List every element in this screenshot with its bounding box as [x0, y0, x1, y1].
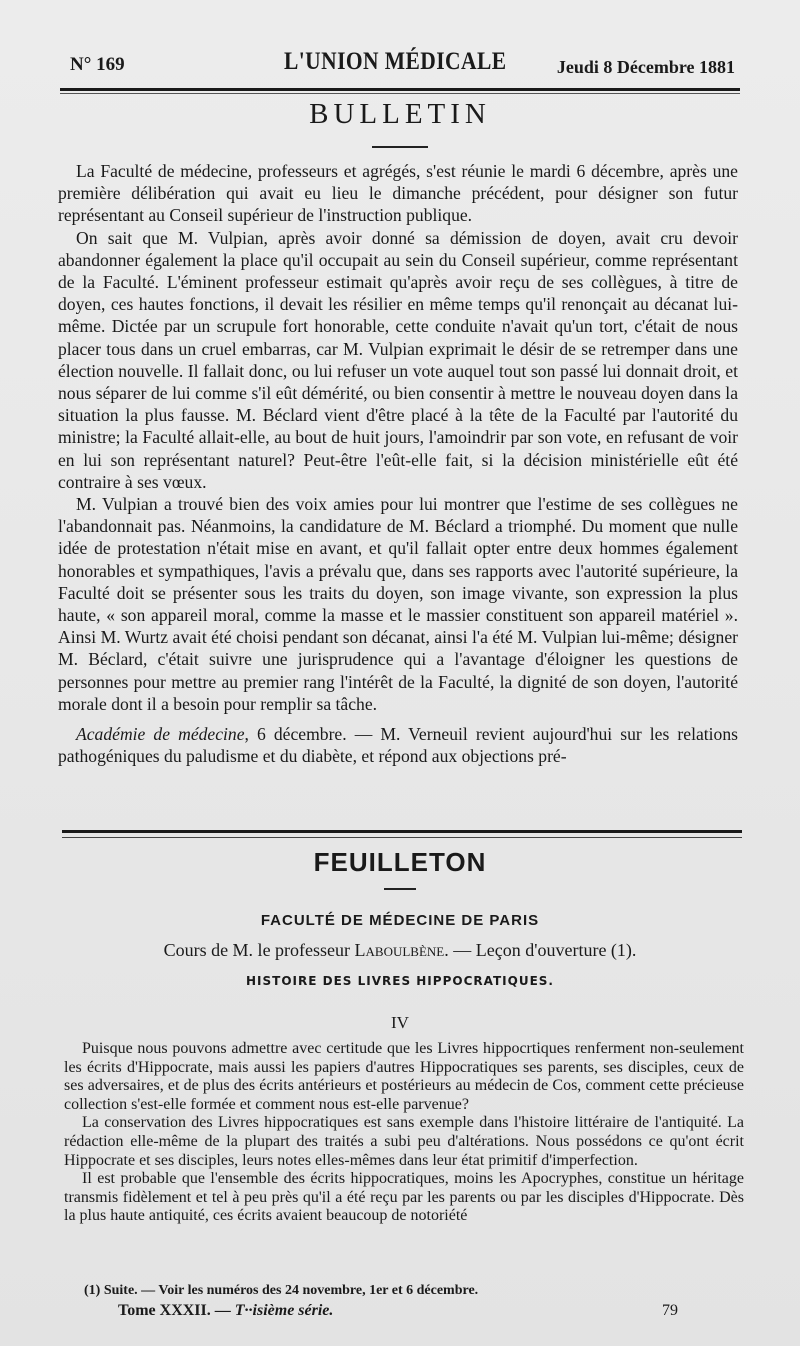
header-rule-thin: [60, 93, 740, 94]
feuilleton-paragraph: Il est probable que l'ensemble des écrits hippocratiques, moins les Apocryphes, constitue un héritage transmis fidèlement et tel à peu près qu'il a été reçu par les parents ou par les disciples d'Hippocrate. Dès la plus haute antiquité, ces écrits avaient beaucoup de notoriété: [64, 1170, 744, 1225]
cours-prefix: Cours de M. le professeur: [163, 940, 355, 960]
feuilleton-rule: [62, 830, 742, 833]
bulletin-paragraph: On sait que M. Vulpian, après avoir donné sa démission de doyen, avait cru devoir abandonner également la place qu'il occupait au sein du Conseil supérieur, comme représentant de la Faculté. L'éminent professeur estimait qu'après avoir reçu de ses collègues, à titre de doyen, ces hautes fonctions, il devait les résilier en même temps qu'il renonçait au décanat lui-même. Dictée par un scrupule fort honorable, cette conduite n'avait qu'un tort, c'était de nous placer tous dans un cruel embarras, car M. Vulpian exprimait le désir de se retremper dans une élection nouvelle. Il fallait donc, ou lui refuser un vote auquel tout son passé lui donnait droit, et nous séparer de lui comme s'il eût démérité, ou bien consentir à mettre le nouveau doyen dans la situation la plus fausse. M. Béclard vient d'être placé à la tête de la Faculté par l'autorité du ministre; la Faculté allait-elle, au bout de huit jours, l'amoindrir par son vote, en refusant de voir en lui son représentant naturel? Peut-être l'eût-elle fait, si la décision ministérielle eût été contraire à ses vœux.: [58, 227, 738, 492]
section-number: IV: [391, 1013, 409, 1032]
academie-paragraph: [58, 723, 738, 767]
bulletin-heading: BULLETIN: [309, 98, 491, 130]
bulletin-divider: [372, 146, 428, 148]
page-number: 79: [662, 1302, 678, 1319]
histoire-heading: HISTOIRE DES LIVRES HIPPOCRATIQUES.: [246, 974, 554, 988]
masthead: [70, 48, 735, 80]
bulletin-body: [58, 160, 738, 767]
academie-title: Académie de médecine: [76, 724, 245, 745]
feuilleton-paragraph: Puisque nous pouvons admettre avec certitude que les Livres hippocrtiques renferment non-seulement les écrits d'Hippocrate, mais aussi les papiers d'autres Hippocratiques ses parents, ses disciples, ceux de ses adversaires, et de plus des écrits antérieurs et postérieurs au médecin de Cos, comment cette précieuse collection s'est-elle formée et comment nous est-elle parvenue?: [64, 1040, 744, 1113]
footer-volume: [118, 1302, 333, 1320]
faculte-heading: FACULTÉ DE MÉDECINE DE PARIS: [260, 912, 540, 929]
feuilleton-body: [64, 1040, 744, 1226]
academie-text: , 6 décembre. — M. Verneuil revient aujourd'hui sur les relations pathogéniques du paludisme et du diabète, et répond aux objections pré-: [58, 724, 738, 767]
serie-label: T··isième série.: [234, 1302, 334, 1319]
feuilleton-heading: FEUILLETON: [313, 847, 487, 877]
issue-date: Jeudi 8 Décembre 1881: [556, 57, 735, 77]
header-rule: [60, 88, 740, 91]
cours-line: [0, 940, 800, 961]
bulletin-paragraph: La Faculté de médecine, professeurs et agrégés, s'est réunie le mardi 6 décembre, après une première délibération qui avait eu lieu le dimanche précédent, pour désigner son futur représentant au Conseil supérieur de l'instruction publique.: [58, 161, 738, 226]
tome-label: Tome XXXII. —: [118, 1302, 235, 1319]
feuilleton-rule-thin: [62, 837, 742, 838]
cours-suffix: . — Leçon d'ouverture (1).: [444, 940, 637, 960]
bulletin-paragraph: M. Vulpian a trouvé bien des voix amies pour lui montrer que l'estime de ses collègues ne l'abandonnait pas. Néanmoins, la candidature de M. Béclard a triomphé. Du moment que nulle idée de protestation n'était mise en avant, et qu'il fallait opter entre deux hommes également honorables et sympathiques, l'avis a prévalu que, dans ses rapports avec l'autorité supérieure, la Faculté doit se présenter sous les traits du doyen, son image vivante, son expression la plus haute, « son appareil moral, comme la masse et le massier constituent son appareil matériel ». Ainsi M. Wurtz avait été choisi pendant son décanat, ainsi l'a été M. Vulpian lui-même; désigner M. Béclard, c'était suivre une jurisprudence qui a l'avantage d'éloigner les questions de personnes pour mettre au premier rang l'intérêt de la Faculté, la dignité de son doyen, l'autorité morale dont il a besoin pour remplir sa tâche.: [58, 494, 738, 714]
professor-name: Laboulbène: [354, 940, 445, 960]
feuilleton-paragraph: La conservation des Livres hippocratiques est sans exemple dans l'histoire littéraire de l'antiquité. La rédaction elle-même de la plupart des traités a subi peu d'altérations. Nous possédons ce qu'ont écrit Hippocrate et ses disciples, leurs notes elles-mêmes dans leur état primitif d'imperfection.: [64, 1114, 744, 1169]
issue-number: N° 169: [70, 54, 125, 75]
journal-title: L'UNION MÉDICALE: [284, 48, 507, 75]
footnote: (1) Suite. — Voir les numéros des 24 novembre, 1er et 6 décembre.: [84, 1283, 479, 1298]
feuilleton-divider: [384, 888, 416, 890]
